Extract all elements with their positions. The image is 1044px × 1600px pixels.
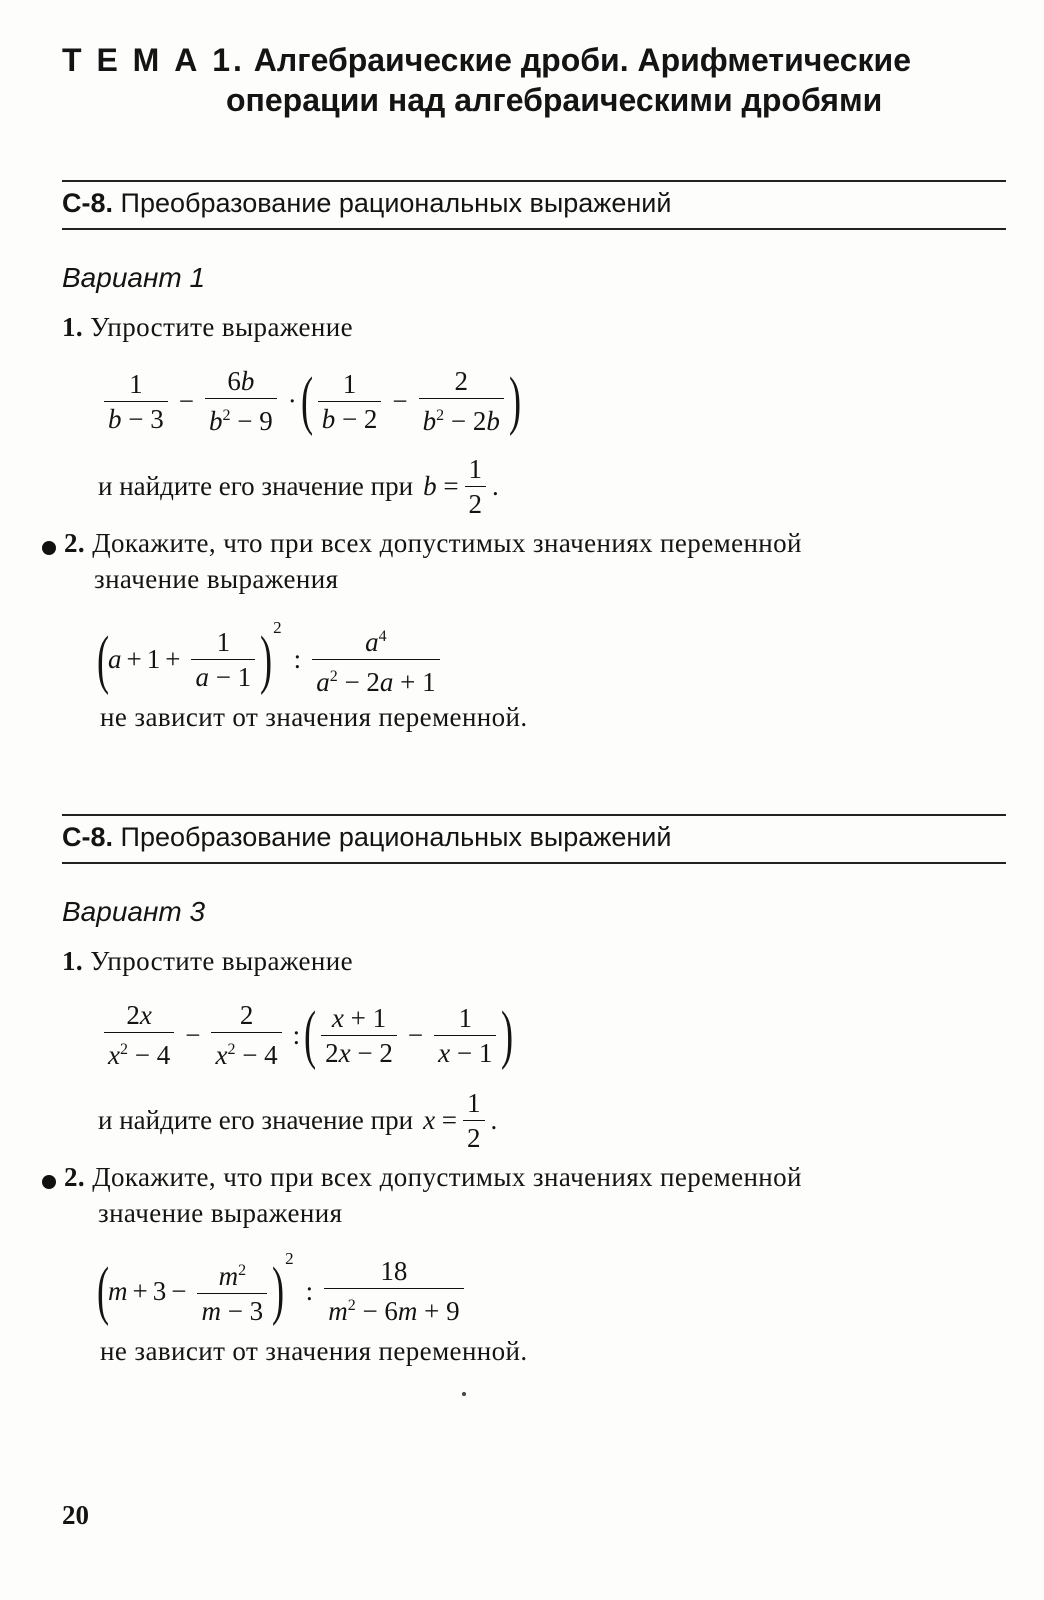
task-2-line3: не зависит от значения переменной. (100, 702, 528, 732)
topic-label: Т Е М А 1. (62, 42, 245, 78)
topic-heading (62, 40, 962, 120)
page-number: 20 (62, 1500, 89, 1530)
task-1-prompt (62, 312, 353, 343)
section-code: С-8. (62, 822, 114, 852)
task-1-prompt (62, 946, 353, 977)
find-text: и найдите его значение при (98, 1105, 414, 1135)
task-number: 1. (62, 946, 84, 976)
find-text: и найдите его значение при (98, 471, 414, 501)
section-title: Преобразование рациональных выражений (120, 822, 672, 852)
task-number: 2. (64, 528, 86, 558)
scan-speck (462, 1392, 466, 1396)
task-text: Докажите, что при всех допустимых значениях переменной (92, 528, 802, 558)
topic-title-line2: операции над алгебраическими дробями (226, 82, 883, 118)
task-number: 2. (64, 1162, 86, 1192)
task-2-line2: значение выражения (98, 1198, 343, 1228)
task-2-prompt (64, 1162, 802, 1193)
task-text: Упростите выражение (90, 946, 353, 976)
task-text: Докажите, что при всех допустимых значениях переменной (92, 1162, 802, 1192)
task-text: Упростите выражение (90, 312, 353, 342)
section-header-1 (62, 180, 1006, 230)
task-2-line3: не зависит от значения переменной. (100, 1336, 528, 1366)
bullet-icon (42, 541, 56, 555)
task-2-expression: ( a + 1 + $\frac{1}{a - 1}$ ) 2 : $\frac{a^4}{a^2 - 2a + 1}$ (98, 622, 446, 697)
bullet-icon (42, 1175, 56, 1189)
task-2-prompt (64, 528, 802, 559)
variant-label-1: Вариант 1 (62, 262, 206, 293)
task-2-line2: значение выражения (94, 564, 339, 594)
variant-label-3: Вариант 3 (62, 896, 206, 927)
task-1-find-value: и найдите его значение при x = $\frac{1}{2}$ . (98, 1088, 498, 1153)
task-number: 1. (62, 312, 84, 342)
section-code: С-8. (62, 188, 114, 218)
task-2-expression: ( m + 3 − $\frac{m^2}{m - 3}$ ) 2 : $\frac{18}{m^2 - 6m + 9}$ (98, 1256, 470, 1326)
section-title: Преобразование рациональных выражений (120, 188, 672, 218)
task-1-expression: $\frac{2x}{x^2 - 4}$ − $\frac{2}{x^2 - 4}$ : ( $\frac{x + 1}{2x - 2}$ − $\frac{1}{x - 1}$ ) (98, 1000, 512, 1070)
task-1-expression: $\frac{1}{b - 3}$ − $\frac{6b}{b^2 - 9}$ · ( $\frac{1}{b - 2}$ − $\frac{2}{b^2 - 2b}$ ) (98, 366, 520, 436)
section-header-2 (62, 814, 1006, 864)
topic-title-line1: Алгебраические дроби. Арифметические (253, 42, 911, 78)
task-1-find-value: и найдите его значение при b = $\frac{1}{2}$ . (98, 454, 499, 519)
